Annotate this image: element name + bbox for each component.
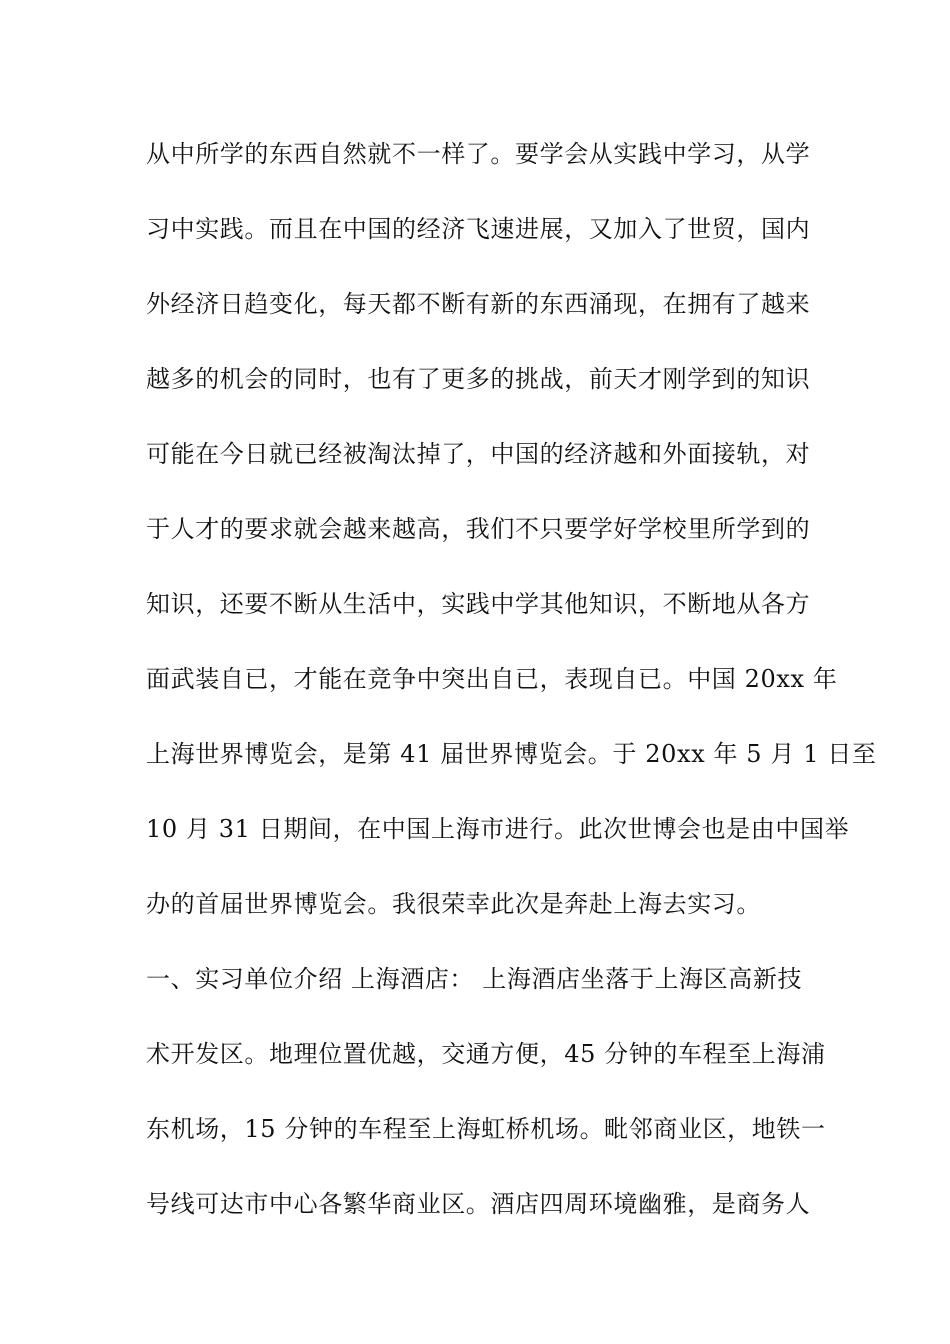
text-line: 习中实践。而且在中国的经济飞速进展，又加入了世贸，国内 <box>146 215 811 243</box>
text-line: 面武装自已，才能在竞争中突出自已，表现自已。中国 20xx 年 <box>146 665 838 693</box>
text-line: 办的首届世界博览会。我很荣幸此次是奔赴上海去实习。 <box>146 890 761 918</box>
text-line: 越多的机会的同时，也有了更多的挑战，前天才刚学到的知识 <box>146 365 811 393</box>
text-line: 于人才的要求就会越来越高，我们不只要学好学校里所学到的 <box>146 515 811 543</box>
text-line: 从中所学的东西自然就不一样了。要学会从实践中学习，从学 <box>146 140 811 168</box>
text-line: 术开发区。地理位置优越，交通方便，45 分钟的车程至上海浦 <box>146 1040 826 1068</box>
text-line: 可能在今日就已经被淘汰掉了，中国的经济越和外面接轨，对 <box>146 440 811 468</box>
text-line: 外经济日趋变化，每天都不断有新的东西涌现，在拥有了越来 <box>146 290 811 318</box>
text-line: 知识，还要不断从生活中，实践中学其他知识，不断地从各方 <box>146 590 811 618</box>
text-line: 东机场，15 分钟的车程至上海虹桥机场。毗邻商业区，地铁一 <box>146 1115 826 1143</box>
text-line: 上海世界博览会，是第 41 届世界博览会。于 20xx 年 5 月 1 日至 <box>146 740 877 768</box>
body-text <box>146 130 877 1255</box>
text-line: 10 月 31 日期间，在中国上海市进行。此次世博会也是由中国举 <box>146 815 850 843</box>
section-heading-line: 一、实习单位介绍 上海酒店： 上海酒店坐落于上海区高新技 <box>146 965 803 993</box>
text-line: 号线可达市中心各繁华商业区。酒店四周环境幽雅，是商务人 <box>146 1190 811 1218</box>
